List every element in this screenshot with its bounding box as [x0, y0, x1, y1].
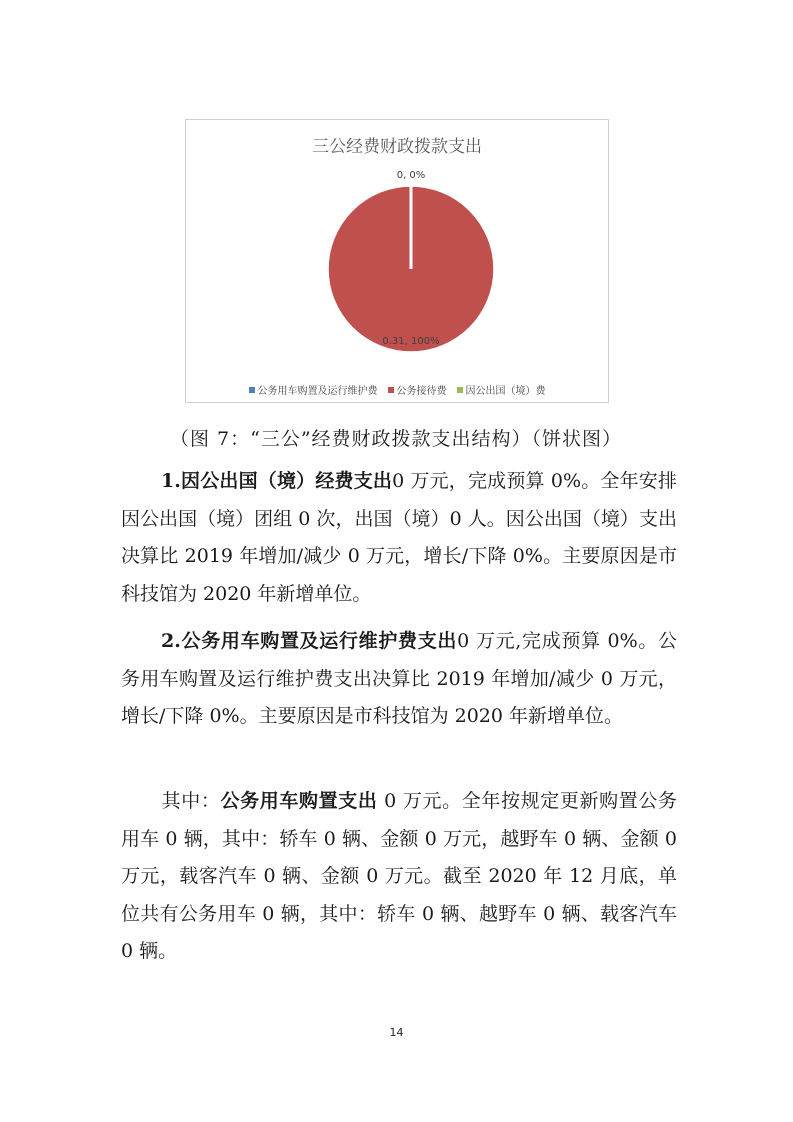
pie-chart — [185, 119, 609, 403]
pie-chart-svg — [186, 120, 610, 404]
legend-swatch — [457, 387, 463, 393]
legend-label: 公务接待费 — [396, 386, 447, 397]
paragraph-vehicle-purchase — [121, 783, 677, 971]
chart-legend — [186, 382, 608, 397]
section-body: 0 万元。全年按规定更新购置公务用车 0 辆，其中：轿车 0 辆、金额 0 万元，越野车 0 辆、金额 0 万元，载客汽车 0 辆、金额 0 万元。截至 2020 年 12 月底，单位共有公务用车 0 辆，其中：轿车 0 辆、越野车 0 辆、载客汽车 0 辆。 — [121, 790, 677, 963]
paragraph-abroad — [121, 463, 677, 613]
legend-item-vehicle — [249, 382, 378, 397]
section-lead: 其中： — [161, 790, 221, 812]
legend-label: 因公出国（境）费 — [465, 386, 546, 397]
legend-item-reception — [388, 382, 447, 397]
chart-title: 三公经费财政拨款支出 — [312, 137, 482, 157]
legend-label: 公务用车购置及运行维护费 — [257, 386, 378, 397]
paragraph-vehicle — [121, 623, 677, 736]
data-label-full: 0.31, 100% — [382, 336, 440, 347]
section-heading: 2.公务用车购置及运行维护费支出 — [161, 630, 458, 652]
legend-swatch — [388, 387, 394, 393]
section-body: 0 万元，完成预算 0%。全年安排因公出国（境）团组 0 次，出国（境）0 人。因公出国（境）支出决算比 2019 年增加/减少 0 万元，增长/下降 0%。主要原因是市科技馆为 2020 年新增单位。 — [121, 470, 677, 605]
legend-item-abroad — [457, 382, 546, 397]
section-body: 0 万元,完成预算 0%。公务用车购置及运行维护费支出决算比 2019 年增加/减少 0 万元，增长/下降 0%。主要原因是市科技馆为 2020 年新增单位。 — [121, 630, 677, 728]
figure-caption: （图 7：“三公”经费财政拨款支出结构）（饼状图） — [170, 428, 623, 450]
legend-swatch — [249, 387, 255, 393]
data-label-zero: 0, 0% — [396, 170, 426, 181]
section-heading: 公务用车购置支出 — [220, 790, 378, 812]
page-number: 14 — [389, 1026, 404, 1039]
section-heading: 1.因公出国（境）经费支出 — [161, 470, 393, 492]
